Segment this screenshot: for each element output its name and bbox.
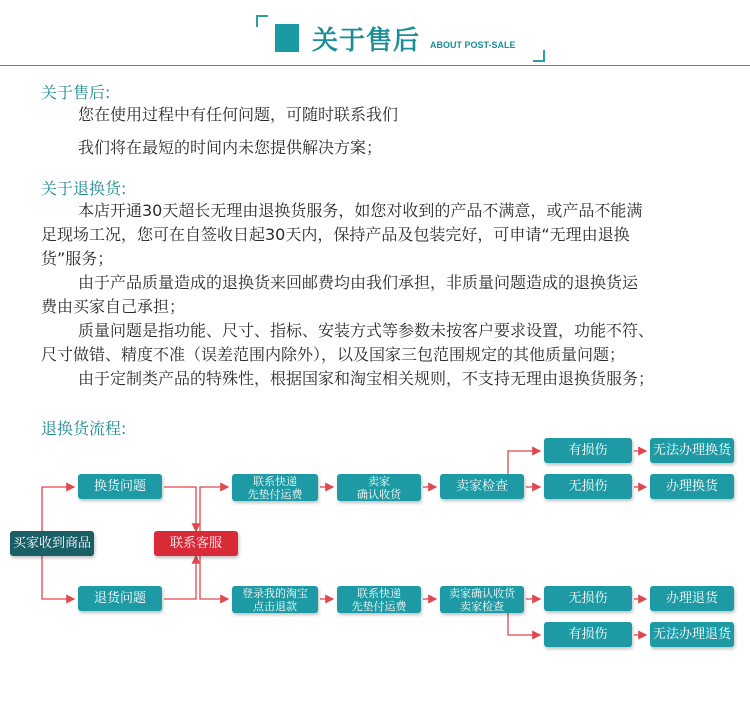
returns-line-4: 由于产品质量造成的退换货来回邮费均由我们承担，非质量问题造成的退换货运 bbox=[78, 273, 639, 292]
flow-exchange-check-label: 卖家检查 bbox=[455, 478, 508, 494]
flow-start-box bbox=[10, 531, 94, 556]
returns-line-6: 质量问题是指功能、尺寸、指标、安装方式等参数未按客户要求设置，功能不符、 bbox=[78, 321, 655, 340]
flow-exchange-undamaged-box bbox=[544, 474, 632, 499]
flow-refund-undamaged-box bbox=[544, 586, 632, 611]
flow-exchange-undamaged-result-box bbox=[650, 474, 734, 499]
flow-exchange-step1-box bbox=[232, 474, 318, 501]
flow-exchange-damaged-box bbox=[544, 438, 632, 463]
flow-exchange-damaged-label: 有损伤 bbox=[568, 442, 608, 458]
flow-refund-issue-label: 退货问题 bbox=[93, 590, 146, 606]
flow-refund-damaged-box bbox=[544, 622, 632, 647]
flow-refund-issue-box bbox=[78, 586, 162, 611]
flow-refund-step2-box bbox=[337, 586, 421, 613]
flow-exchange-step1-line1: 联系快递 bbox=[253, 474, 297, 488]
flow-contact-label: 联系客服 bbox=[169, 535, 222, 551]
flow-refund-damaged-result-box bbox=[650, 622, 734, 647]
flow-refund-undamaged-label: 无损伤 bbox=[568, 590, 608, 606]
flow-refund-step2-line1: 联系快递 bbox=[357, 586, 401, 600]
flow-refund-undamaged-result-box bbox=[650, 586, 734, 611]
flow-exchange-step2-line1: 卖家 bbox=[368, 474, 390, 488]
flow-refund-undamaged-result-label: 办理退货 bbox=[665, 590, 718, 606]
flow-refund-step2-line2: 先垫付运费 bbox=[351, 599, 407, 613]
after-sale-line-1: 您在使用过程中有任何问题，可随时联系我们 bbox=[78, 105, 399, 124]
after-sale-title: 关于售后: bbox=[41, 83, 111, 102]
flow-refund-step1-box bbox=[232, 586, 318, 613]
page-title: 关于售后 bbox=[312, 26, 421, 56]
flow-refund-check-line1: 卖家确认收货 bbox=[449, 586, 515, 600]
after-sale-line-2: 我们将在最短的时间内未您提供解决方案； bbox=[78, 138, 383, 157]
returns-line-8: 由于定制类产品的特殊性，根据国家和淘宝相关规则，不支持无理由退换货服务； bbox=[78, 369, 655, 388]
returns-line-1: 本店开通30天超长无理由退换货服务，如您对收到的产品不满意，或产品不能满 bbox=[78, 201, 643, 220]
flow-exchange-undamaged-label: 无损伤 bbox=[568, 478, 608, 494]
flow-refund-step1-line2: 点击退款 bbox=[253, 599, 297, 613]
returns-line-7: 尺寸做错、精度不准（误差范围内除外），以及国家三包范围规定的其他质量问题； bbox=[41, 345, 626, 364]
flow-refund-check-box bbox=[440, 586, 524, 613]
returns-line-3: 货”服务； bbox=[41, 249, 114, 268]
flow-refund-damaged-result-label: 无法办理退货 bbox=[652, 626, 731, 642]
flow-title: 退换货流程: bbox=[41, 419, 127, 438]
flow-exchange-step1-line2: 先垫付运费 bbox=[247, 487, 303, 501]
returns-line-2: 足现场工况，您可在自签收日起30天内，保持产品及包装完好，可申请“无理由退换 bbox=[41, 225, 630, 244]
flow-contact-box bbox=[154, 531, 238, 556]
page-subtitle: ABOUT POST-SALE bbox=[430, 40, 516, 50]
flow-start-label: 买家收到商品 bbox=[12, 535, 91, 551]
flow-refund-damaged-label: 有损伤 bbox=[568, 626, 608, 642]
flow-refund-check-line2: 卖家检查 bbox=[460, 599, 504, 613]
flow-exchange-undamaged-result-label: 办理换货 bbox=[665, 478, 718, 494]
flow-exchange-damaged-result-box bbox=[650, 438, 734, 463]
flow-exchange-check-box bbox=[440, 474, 524, 499]
flow-exchange-step2-box bbox=[337, 474, 421, 501]
flow-exchange-issue-box bbox=[78, 474, 162, 499]
returns-title: 关于退换货: bbox=[41, 179, 127, 198]
flow-exchange-step2-line2: 确认收货 bbox=[357, 487, 401, 501]
returns-line-5: 费由买家自己承担； bbox=[41, 297, 186, 316]
flow-exchange-damaged-result-label: 无法办理换货 bbox=[652, 442, 731, 458]
flow-exchange-issue-label: 换货问题 bbox=[93, 478, 146, 494]
flow-refund-step1-line1: 登录我的淘宝 bbox=[242, 586, 308, 600]
